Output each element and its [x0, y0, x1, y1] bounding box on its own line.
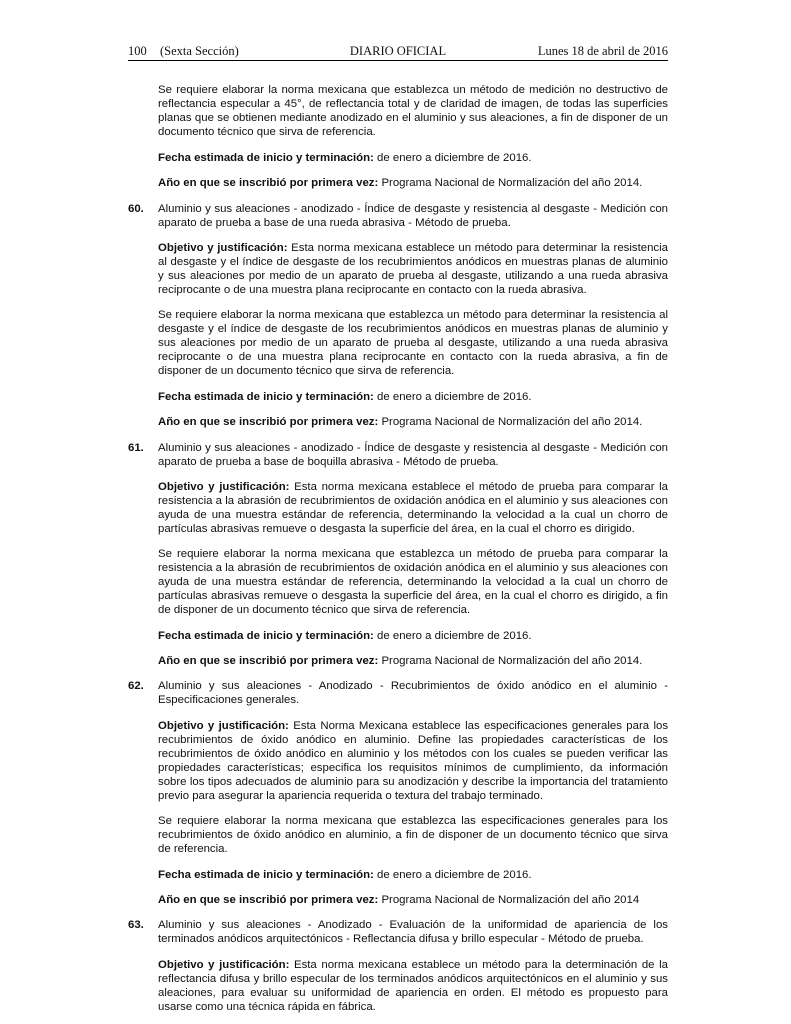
- objetivo-label: Objetivo y justificación:: [158, 480, 290, 493]
- item-requirement: Se requiere elaborar la norma mexicana que establezca las especificaciones generales para los recubrimientos de óxido anódico en aluminio, a fin de disponer de un documento técnico que sirva de referencia.: [158, 815, 668, 856]
- item-ano: [128, 893, 668, 907]
- ano-label: Año en que se inscribió por primera vez:: [158, 177, 379, 190]
- ano-label: Año en que se inscribió por primera vez:: [158, 655, 379, 668]
- objetivo-label: Objetivo y justificación:: [158, 719, 289, 732]
- objetivo-text: Esta norma mexicana establece un método para determinar la resistencia al desgaste y el índice de desgaste de los recubrimientos anódicos en muestras planas de aluminio y sus aleaciones por medio de un aparato de prueba al desgaste, utilizando a una rueda abrasiva reciprocante o de una muestra plana reciprocante en contacto con la rueda abrasiva.: [158, 241, 668, 296]
- ano-value: Programa Nacional de Normalización del año 2014.: [381, 177, 643, 190]
- fecha-label: Fecha estimada de inicio y terminación:: [158, 390, 374, 403]
- item-objetivo: [128, 241, 668, 297]
- fecha-value: de enero a diciembre de 2016.: [377, 151, 532, 164]
- item-objetivo: [128, 958, 668, 1014]
- page-number: 100: [128, 44, 147, 58]
- ano-value: Programa Nacional de Normalización del año 2014.: [381, 655, 643, 668]
- fecha-value: de enero a diciembre de 2016.: [377, 629, 532, 642]
- item-fecha: [128, 390, 668, 404]
- item-number: 62.: [128, 680, 144, 693]
- item-ano: [128, 654, 668, 668]
- item-title-text: Aluminio y sus aleaciones - Anodizado - Evaluación de la uniformidad de apariencia de los terminados anódicos arquitectónicos - Reflectancia difusa y brillo especular - Método de prueba.: [158, 919, 668, 946]
- objetivo-label: Objetivo y justificación:: [158, 241, 288, 254]
- objetivo-text: Esta Norma Mexicana establece las especificaciones generales para los recubrimientos de óxido anódico en aluminio. Define las propiedades características de los recubrimientos de óxido anódico en aluminio y los métodos con los cuales se pueden verificar las propiedades características; especifica los requisitos mínimos de cumplimiento, da información sobre los tipos adecuados de aluminio para su anodización y describe la importancia del tratamiento previo para asegurar la apariencia requerida o textura del trabajo terminado.: [158, 719, 669, 802]
- item-requirement: Se requiere elaborar la norma mexicana que establezca un método de prueba para comparar la resistencia a la abrasión de recubrimientos de oxidación anódica en el aluminio y sus aleaciones con ayuda de una muestra estándar de referencia, determinando la velocidad a la cual un chorro de partículas abrasivas remueve o desgasta la superficie del área, en la cual el chorro es dirigido, a fin de disponer de un documento técnico que sirva de referencia.: [158, 548, 668, 617]
- fecha-label: Fecha estimada de inicio y terminación:: [158, 868, 374, 881]
- item-title-text: Aluminio y sus aleaciones - anodizado - Índice de desgaste y resistencia al desgaste - Medición con aparato de prueba a base de una rueda abrasiva - Método de prueba.: [158, 202, 668, 229]
- item-title: [128, 202, 668, 230]
- item-title: [128, 918, 668, 946]
- item-title-text: Aluminio y sus aleaciones - anodizado - Índice de desgaste y resistencia al desgaste - Medición con aparato de prueba a base de boquilla abrasiva - Método de prueba.: [158, 441, 668, 468]
- document-body: [128, 72, 668, 1021]
- section-label: (Sexta Sección): [160, 44, 239, 58]
- intro-requirement: Se requiere elaborar la norma mexicana que establezca un método de medición no destructivo de reflectancia especular a 45°, de reflectancia total y de claridad de imagen, de todas las superficies planas que se obtienen mediante anodizado en el aluminio y sus aleaciones, a fin de disponer de un documento técnico que sirva de referencia.: [158, 84, 668, 139]
- item-number: 60.: [128, 202, 144, 215]
- item-fecha: [128, 868, 668, 882]
- publication-title: DIARIO OFICIAL: [349, 44, 447, 58]
- ano-label: Año en que se inscribió por primera vez:: [158, 416, 379, 429]
- item-title: [128, 679, 668, 707]
- objetivo-text: Esta norma mexicana establece un método para la determinación de la reflectancia difusa y brillo especular de los terminados anódicos arquitectónicos en el aluminio y sus aleaciones, para evaluar su uniformidad de apariencia en orden. El método es propuesto para usarse como una técnica rápida en fábrica.: [158, 958, 668, 1013]
- intro-ano: [128, 176, 668, 190]
- item-number: 61.: [128, 441, 144, 454]
- item-objetivo: [128, 480, 668, 536]
- objetivo-text: Esta norma mexicana establece el método de prueba para comparar la resistencia a la abrasión de recubrimientos de oxidación anódica en el aluminio y sus aleaciones con ayuda de una muestra estándar de referencia, determinando la velocidad a la cual un chorro de partículas abrasivas remueve o desgasta la superficie del área, en la cual el chorro es dirigido.: [158, 480, 668, 535]
- fecha-value: de enero a diciembre de 2016.: [377, 390, 532, 403]
- item-title: [128, 441, 668, 469]
- item-title-text: Aluminio y sus aleaciones - Anodizado - Recubrimientos de óxido anódico en el aluminio - Especificaciones generales.: [158, 680, 668, 707]
- publication-date: Lunes 18 de abril de 2016: [537, 44, 668, 58]
- item-requirement: Se requiere elaborar la norma mexicana que establezca un método para determinar la resistencia al desgaste y el índice de desgaste de los recubrimientos anódicos en muestras planas de aluminio y sus aleaciones por medio de un aparato de prueba al desgaste, utilizando a una rueda abrasiva reciprocante o de una muestra plana reciprocante en contacto con la rueda abrasiva, a fin de disponer de un documento técnico que sirva de referencia.: [158, 309, 668, 378]
- item-objetivo: [128, 719, 668, 803]
- objetivo-label: Objetivo y justificación:: [158, 958, 290, 971]
- ano-value: Programa Nacional de Normalización del año 2014.: [381, 416, 643, 429]
- ano-label: Año en que se inscribió por primera vez:: [158, 894, 379, 907]
- page-header: [128, 44, 668, 61]
- item-ano: [128, 415, 668, 429]
- fecha-label: Fecha estimada de inicio y terminación:: [158, 151, 374, 164]
- intro-fecha: [128, 151, 668, 165]
- item-fecha: [128, 629, 668, 643]
- fecha-label: Fecha estimada de inicio y terminación:: [158, 629, 374, 642]
- item-number: 63.: [128, 919, 144, 932]
- fecha-value: de enero a diciembre de 2016.: [377, 868, 532, 881]
- ano-value: Programa Nacional de Normalización del año 2014: [381, 894, 640, 907]
